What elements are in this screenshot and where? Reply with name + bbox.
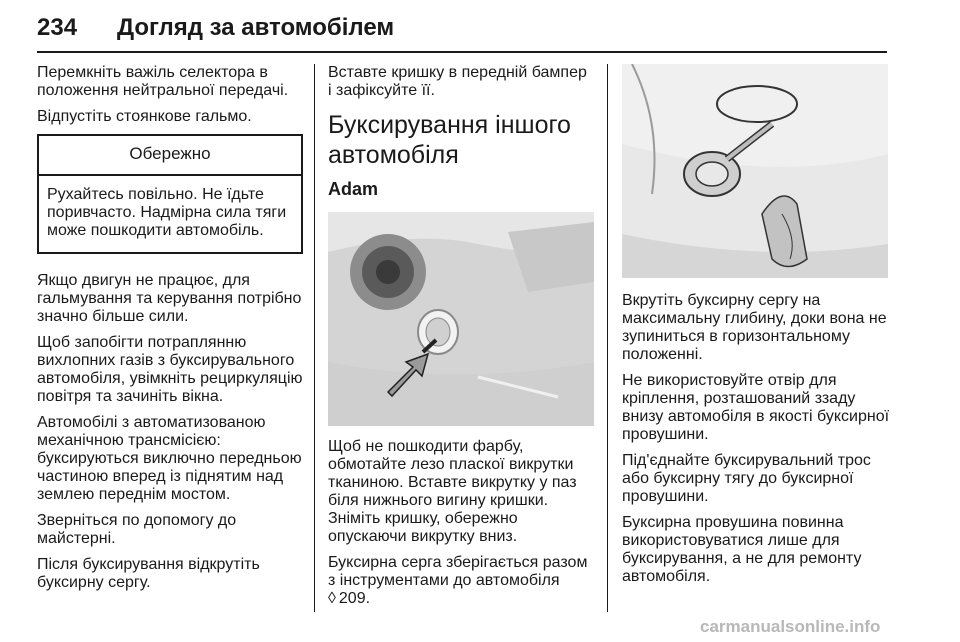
paragraph: Якщо двигун не працює, для гальмування та керування потрібно значно більше сили. (37, 272, 302, 325)
page-header (37, 14, 887, 56)
paragraph: Перемкніть важіль селектора в положення нейтральної передачі. (37, 64, 289, 99)
paragraph-text: Буксирна серга зберігається разом з інструментами до автомобіля (328, 554, 588, 589)
warning-title: Обережно (39, 136, 301, 176)
rear-bumper-illustration (328, 212, 594, 426)
page-title: Догляд за автомобілем (117, 14, 395, 41)
paragraph: Під'єднайте буксирувальний трос або буксирну тягу до буксирної провушини. (622, 452, 871, 505)
paragraph (328, 554, 594, 608)
warning-body: Рухайтесь повільно. Не їдьте поривчасто. Надмірна сила тяги може пошкодити автомобіль. (47, 186, 287, 239)
paragraph: Автомобілі з автоматизованою механічною трансмісією: буксируються виключно передньою частиною вперед із піднятим над землею переднім мостом. (37, 414, 302, 503)
paragraph: Не використовуйте отвір для кріплення, розташований ззаду внизу автомобіля в якості буксирної провушини. (622, 372, 890, 443)
paragraph: Щоб запобігти потраплянню вихлопних газів з буксирувального автомобіля, увімкніть рециркуляцію повітря та зачиніть вікна. (37, 334, 303, 405)
page-reference[interactable]: 209. (338, 590, 371, 607)
paragraph: Щоб не пошкодити фарбу, обмотайте лезо пласкої викрутки тканиною. Вставте викрутку у паз біля нижнього вигину кришки. Зніміть кришку, обережно опускаючи викрутку вниз. (328, 438, 577, 545)
column-divider (607, 64, 608, 612)
page-reference-icon: ◊ (328, 590, 336, 607)
header-rule (37, 51, 887, 53)
paragraph: Відпустіть стоянкове гальмо. (37, 108, 252, 125)
column-right (622, 64, 890, 594)
paragraph: Вкрутіть буксирну сергу на максимальну глибину, доки вона не зупиниться в горизонтальному положенні. (622, 292, 887, 363)
section-heading: Буксирування іншого автомобіля (328, 111, 571, 169)
warning-box (37, 134, 303, 254)
paragraph: Вставте кришку в передній бампер і зафіксуйте її. (328, 64, 587, 99)
watermark: carmanualsonline.info (700, 617, 881, 636)
column-divider (314, 64, 315, 612)
column-middle (328, 64, 594, 616)
page-number: 234 (37, 14, 78, 41)
tow-eye-illustration (622, 64, 888, 278)
paragraph: Буксирна провушина повинна використовуватися лише для буксирування, а не для ремонту автомобіля. (622, 514, 862, 585)
subsection-heading: Adam (328, 179, 379, 199)
column-left (37, 64, 303, 600)
paragraph: Після буксирування відкрутіть буксирну сергу. (37, 556, 260, 591)
paragraph: Зверніться по допомогу до майстерні. (37, 512, 237, 547)
